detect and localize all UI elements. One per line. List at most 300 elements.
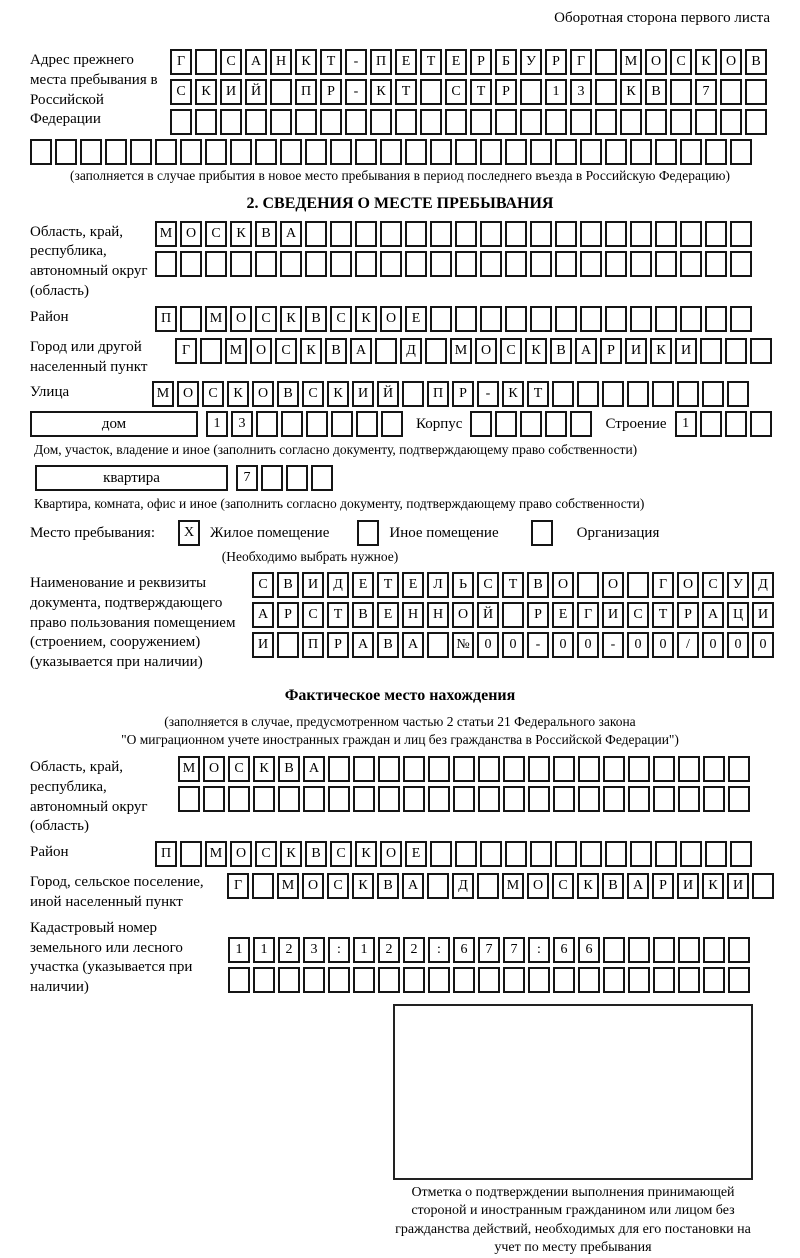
char-cell[interactable] (281, 411, 303, 437)
char-cell[interactable] (678, 756, 700, 782)
char-cell[interactable]: Р (277, 602, 299, 628)
char-cell[interactable] (130, 139, 152, 165)
char-cell[interactable] (295, 109, 317, 135)
char-cell[interactable] (578, 786, 600, 812)
char-cell[interactable]: А (245, 49, 267, 75)
char-cell[interactable]: М (152, 381, 174, 407)
char-cell[interactable]: / (677, 632, 699, 658)
char-cell[interactable]: Д (452, 873, 474, 899)
char-cell[interactable] (180, 251, 202, 277)
char-cell[interactable] (403, 756, 425, 782)
char-cell[interactable]: Н (427, 602, 449, 628)
char-cell[interactable] (503, 786, 525, 812)
char-cell[interactable]: Р (545, 49, 567, 75)
char-cell[interactable]: В (278, 756, 300, 782)
char-cell[interactable]: М (178, 756, 200, 782)
char-cell[interactable] (505, 306, 527, 332)
char-cell[interactable]: В (550, 338, 572, 364)
char-cell[interactable] (728, 967, 750, 993)
char-cell[interactable] (256, 411, 278, 437)
char-cell[interactable] (453, 786, 475, 812)
char-cell[interactable] (630, 306, 652, 332)
char-cell[interactable] (552, 381, 574, 407)
char-cell[interactable]: О (380, 306, 402, 332)
char-cell[interactable] (680, 251, 702, 277)
char-cell[interactable] (455, 306, 477, 332)
char-cell[interactable]: Р (600, 338, 622, 364)
char-cell[interactable]: Т (395, 79, 417, 105)
char-cell[interactable]: С (500, 338, 522, 364)
char-cell[interactable] (605, 251, 627, 277)
char-cell[interactable] (655, 221, 677, 247)
char-cell[interactable] (478, 786, 500, 812)
char-cell[interactable] (728, 937, 750, 963)
char-cell[interactable]: У (727, 572, 749, 598)
char-cell[interactable]: И (675, 338, 697, 364)
char-cell[interactable] (505, 139, 527, 165)
char-cell[interactable]: Е (377, 602, 399, 628)
char-cell[interactable] (405, 221, 427, 247)
char-cell[interactable]: И (602, 602, 624, 628)
char-cell[interactable]: Р (327, 632, 349, 658)
char-cell[interactable] (545, 411, 567, 437)
char-cell[interactable]: 7 (695, 79, 717, 105)
char-cell[interactable] (286, 465, 308, 491)
char-cell[interactable] (725, 411, 747, 437)
char-cell[interactable] (480, 251, 502, 277)
char-cell[interactable]: А (303, 756, 325, 782)
char-cell[interactable]: И (677, 873, 699, 899)
char-cell[interactable] (680, 841, 702, 867)
char-cell[interactable] (700, 338, 722, 364)
char-cell[interactable] (405, 251, 427, 277)
char-cell[interactable]: О (252, 381, 274, 407)
char-cell[interactable] (655, 306, 677, 332)
char-cell[interactable] (478, 967, 500, 993)
char-cell[interactable] (528, 786, 550, 812)
char-cell[interactable] (253, 786, 275, 812)
char-cell[interactable]: В (277, 572, 299, 598)
char-cell[interactable] (255, 251, 277, 277)
char-cell[interactable] (470, 109, 492, 135)
char-cell[interactable] (353, 756, 375, 782)
char-cell[interactable] (703, 967, 725, 993)
char-cell[interactable]: 6 (553, 937, 575, 963)
char-cell[interactable] (555, 841, 577, 867)
char-cell[interactable] (195, 109, 217, 135)
char-cell[interactable]: Т (470, 79, 492, 105)
char-cell[interactable] (252, 873, 274, 899)
char-cell[interactable] (530, 221, 552, 247)
char-cell[interactable]: 0 (727, 632, 749, 658)
char-cell[interactable] (205, 139, 227, 165)
char-cell[interactable] (628, 756, 650, 782)
char-cell[interactable] (730, 841, 752, 867)
char-cell[interactable] (555, 306, 577, 332)
char-cell[interactable] (228, 967, 250, 993)
char-cell[interactable] (280, 139, 302, 165)
char-cell[interactable]: К (327, 381, 349, 407)
char-cell[interactable]: О (180, 221, 202, 247)
char-cell[interactable]: 2 (403, 937, 425, 963)
char-cell[interactable] (330, 251, 352, 277)
char-cell[interactable] (530, 306, 552, 332)
char-cell[interactable]: 0 (702, 632, 724, 658)
char-cell[interactable] (495, 411, 517, 437)
char-cell[interactable]: Б (495, 49, 517, 75)
char-cell[interactable] (330, 139, 352, 165)
char-cell[interactable]: К (352, 873, 374, 899)
char-cell[interactable] (30, 139, 52, 165)
char-cell[interactable]: А (627, 873, 649, 899)
char-cell[interactable] (345, 109, 367, 135)
char-cell[interactable]: С (702, 572, 724, 598)
char-cell[interactable]: В (277, 381, 299, 407)
char-cell[interactable] (255, 139, 277, 165)
char-cell[interactable] (105, 139, 127, 165)
char-cell[interactable] (455, 221, 477, 247)
char-cell[interactable] (375, 338, 397, 364)
char-cell[interactable]: К (230, 221, 252, 247)
char-cell[interactable] (528, 967, 550, 993)
char-cell[interactable]: 1 (206, 411, 228, 437)
char-cell[interactable] (703, 756, 725, 782)
char-cell[interactable] (430, 306, 452, 332)
char-cell[interactable]: Д (327, 572, 349, 598)
char-cell[interactable] (578, 756, 600, 782)
char-cell[interactable]: С (327, 873, 349, 899)
char-cell[interactable] (303, 786, 325, 812)
char-cell[interactable] (555, 221, 577, 247)
char-cell[interactable]: М (502, 873, 524, 899)
char-cell[interactable]: П (427, 381, 449, 407)
char-cell[interactable] (678, 937, 700, 963)
char-cell[interactable]: О (720, 49, 742, 75)
char-cell[interactable] (630, 139, 652, 165)
char-cell[interactable] (555, 251, 577, 277)
char-cell[interactable]: К (355, 841, 377, 867)
char-cell[interactable]: О (230, 306, 252, 332)
stay-type-checkbox-other[interactable] (357, 520, 379, 546)
char-cell[interactable]: Г (652, 572, 674, 598)
char-cell[interactable] (180, 306, 202, 332)
char-cell[interactable] (195, 49, 217, 75)
char-cell[interactable]: А (702, 602, 724, 628)
char-cell[interactable] (505, 221, 527, 247)
char-cell[interactable]: Р (652, 873, 674, 899)
char-cell[interactable]: М (155, 221, 177, 247)
char-cell[interactable] (253, 967, 275, 993)
char-cell[interactable]: Т (502, 572, 524, 598)
char-cell[interactable] (480, 221, 502, 247)
char-cell[interactable]: К (280, 306, 302, 332)
char-cell[interactable]: А (402, 873, 424, 899)
char-cell[interactable]: С (275, 338, 297, 364)
char-cell[interactable] (405, 139, 427, 165)
char-cell[interactable] (745, 109, 767, 135)
char-cell[interactable] (530, 251, 552, 277)
char-cell[interactable]: К (355, 306, 377, 332)
char-cell[interactable] (430, 221, 452, 247)
char-cell[interactable]: Р (452, 381, 474, 407)
char-cell[interactable]: Р (320, 79, 342, 105)
char-cell[interactable]: - (345, 79, 367, 105)
char-cell[interactable] (328, 756, 350, 782)
char-cell[interactable]: О (602, 572, 624, 598)
char-cell[interactable]: Р (527, 602, 549, 628)
char-cell[interactable]: 3 (303, 937, 325, 963)
char-cell[interactable] (403, 967, 425, 993)
char-cell[interactable]: О (552, 572, 574, 598)
char-cell[interactable]: С (205, 221, 227, 247)
char-cell[interactable]: Е (405, 841, 427, 867)
char-cell[interactable] (430, 251, 452, 277)
char-cell[interactable]: 0 (577, 632, 599, 658)
char-cell[interactable] (680, 139, 702, 165)
char-cell[interactable]: И (220, 79, 242, 105)
char-cell[interactable] (730, 306, 752, 332)
char-cell[interactable] (553, 786, 575, 812)
char-cell[interactable] (595, 79, 617, 105)
char-cell[interactable]: В (305, 306, 327, 332)
char-cell[interactable]: С (252, 572, 274, 598)
char-cell[interactable] (603, 786, 625, 812)
char-cell[interactable]: Т (527, 381, 549, 407)
char-cell[interactable] (670, 109, 692, 135)
char-cell[interactable]: И (352, 381, 374, 407)
char-cell[interactable] (580, 306, 602, 332)
char-cell[interactable] (420, 79, 442, 105)
char-cell[interactable]: И (625, 338, 647, 364)
char-cell[interactable] (330, 221, 352, 247)
char-cell[interactable]: Ц (727, 602, 749, 628)
char-cell[interactable]: Г (170, 49, 192, 75)
char-cell[interactable] (680, 221, 702, 247)
char-cell[interactable]: 0 (502, 632, 524, 658)
char-cell[interactable] (180, 139, 202, 165)
char-cell[interactable]: В (325, 338, 347, 364)
char-cell[interactable]: В (645, 79, 667, 105)
char-cell[interactable] (595, 109, 617, 135)
house-box[interactable]: дом (30, 411, 198, 437)
char-cell[interactable] (605, 139, 627, 165)
char-cell[interactable]: С (228, 756, 250, 782)
char-cell[interactable]: П (155, 841, 177, 867)
char-cell[interactable] (580, 221, 602, 247)
char-cell[interactable]: Е (552, 602, 574, 628)
char-cell[interactable] (455, 841, 477, 867)
char-cell[interactable] (427, 873, 449, 899)
char-cell[interactable]: 1 (253, 937, 275, 963)
char-cell[interactable]: К (525, 338, 547, 364)
char-cell[interactable] (305, 251, 327, 277)
char-cell[interactable] (453, 967, 475, 993)
char-cell[interactable]: А (280, 221, 302, 247)
char-cell[interactable] (602, 381, 624, 407)
char-cell[interactable] (277, 632, 299, 658)
char-cell[interactable]: Т (320, 49, 342, 75)
char-cell[interactable] (355, 221, 377, 247)
char-cell[interactable]: 3 (231, 411, 253, 437)
char-cell[interactable] (270, 79, 292, 105)
char-cell[interactable] (653, 786, 675, 812)
char-cell[interactable] (428, 967, 450, 993)
char-cell[interactable] (320, 109, 342, 135)
char-cell[interactable] (605, 841, 627, 867)
char-cell[interactable] (577, 572, 599, 598)
char-cell[interactable] (730, 139, 752, 165)
char-cell[interactable] (655, 251, 677, 277)
char-cell[interactable]: Д (400, 338, 422, 364)
char-cell[interactable] (478, 756, 500, 782)
char-cell[interactable] (477, 873, 499, 899)
char-cell[interactable]: Е (445, 49, 467, 75)
char-cell[interactable] (445, 109, 467, 135)
char-cell[interactable] (680, 306, 702, 332)
char-cell[interactable] (403, 786, 425, 812)
char-cell[interactable]: 7 (236, 465, 258, 491)
char-cell[interactable]: О (203, 756, 225, 782)
char-cell[interactable]: С (255, 841, 277, 867)
char-cell[interactable] (580, 841, 602, 867)
char-cell[interactable]: : (328, 937, 350, 963)
char-cell[interactable]: 3 (570, 79, 592, 105)
char-cell[interactable]: М (225, 338, 247, 364)
char-cell[interactable]: - (477, 381, 499, 407)
char-cell[interactable] (695, 109, 717, 135)
char-cell[interactable]: А (350, 338, 372, 364)
char-cell[interactable]: У (520, 49, 542, 75)
char-cell[interactable]: С (627, 602, 649, 628)
char-cell[interactable]: В (602, 873, 624, 899)
char-cell[interactable]: Т (652, 602, 674, 628)
char-cell[interactable]: 0 (627, 632, 649, 658)
char-cell[interactable]: К (620, 79, 642, 105)
char-cell[interactable]: С (170, 79, 192, 105)
char-cell[interactable] (245, 109, 267, 135)
char-cell[interactable]: П (370, 49, 392, 75)
char-cell[interactable]: К (295, 49, 317, 75)
char-cell[interactable] (425, 338, 447, 364)
char-cell[interactable]: П (155, 306, 177, 332)
char-cell[interactable] (380, 221, 402, 247)
char-cell[interactable] (355, 251, 377, 277)
char-cell[interactable]: М (277, 873, 299, 899)
char-cell[interactable]: К (280, 841, 302, 867)
char-cell[interactable]: С (302, 381, 324, 407)
char-cell[interactable] (630, 841, 652, 867)
char-cell[interactable] (380, 251, 402, 277)
char-cell[interactable]: Г (570, 49, 592, 75)
char-cell[interactable] (628, 786, 650, 812)
char-cell[interactable] (705, 841, 727, 867)
char-cell[interactable]: Т (327, 602, 349, 628)
char-cell[interactable] (720, 79, 742, 105)
char-cell[interactable]: К (195, 79, 217, 105)
char-cell[interactable]: К (577, 873, 599, 899)
char-cell[interactable] (745, 79, 767, 105)
char-cell[interactable] (180, 841, 202, 867)
char-cell[interactable]: С (255, 306, 277, 332)
char-cell[interactable] (331, 411, 353, 437)
char-cell[interactable] (570, 109, 592, 135)
char-cell[interactable] (520, 79, 542, 105)
char-cell[interactable]: И (252, 632, 274, 658)
char-cell[interactable] (311, 465, 333, 491)
char-cell[interactable]: С (330, 306, 352, 332)
char-cell[interactable]: О (250, 338, 272, 364)
char-cell[interactable]: : (428, 937, 450, 963)
char-cell[interactable] (627, 572, 649, 598)
char-cell[interactable] (427, 632, 449, 658)
char-cell[interactable]: И (727, 873, 749, 899)
char-cell[interactable]: В (305, 841, 327, 867)
char-cell[interactable] (580, 139, 602, 165)
char-cell[interactable] (578, 967, 600, 993)
char-cell[interactable] (355, 139, 377, 165)
char-cell[interactable]: И (302, 572, 324, 598)
char-cell[interactable] (230, 139, 252, 165)
char-cell[interactable]: № (452, 632, 474, 658)
char-cell[interactable] (628, 937, 650, 963)
char-cell[interactable] (305, 221, 327, 247)
char-cell[interactable]: К (702, 873, 724, 899)
char-cell[interactable]: В (377, 873, 399, 899)
char-cell[interactable] (480, 139, 502, 165)
char-cell[interactable] (653, 937, 675, 963)
char-cell[interactable]: А (252, 602, 274, 628)
char-cell[interactable]: К (650, 338, 672, 364)
char-cell[interactable] (752, 873, 774, 899)
char-cell[interactable] (727, 381, 749, 407)
char-cell[interactable]: - (345, 49, 367, 75)
char-cell[interactable] (470, 411, 492, 437)
char-cell[interactable]: 1 (545, 79, 567, 105)
char-cell[interactable] (520, 411, 542, 437)
char-cell[interactable]: 0 (752, 632, 774, 658)
char-cell[interactable]: Е (405, 306, 427, 332)
char-cell[interactable]: С (477, 572, 499, 598)
char-cell[interactable] (303, 967, 325, 993)
char-cell[interactable] (678, 967, 700, 993)
char-cell[interactable]: О (475, 338, 497, 364)
char-cell[interactable] (395, 109, 417, 135)
char-cell[interactable] (702, 381, 724, 407)
char-cell[interactable] (545, 109, 567, 135)
char-cell[interactable] (728, 756, 750, 782)
char-cell[interactable]: В (255, 221, 277, 247)
char-cell[interactable]: 1 (228, 937, 250, 963)
char-cell[interactable] (652, 381, 674, 407)
char-cell[interactable] (178, 786, 200, 812)
char-cell[interactable] (503, 967, 525, 993)
char-cell[interactable]: В (745, 49, 767, 75)
char-cell[interactable]: В (377, 632, 399, 658)
char-cell[interactable] (155, 251, 177, 277)
char-cell[interactable]: 2 (378, 937, 400, 963)
char-cell[interactable]: И (752, 602, 774, 628)
char-cell[interactable]: Е (402, 572, 424, 598)
char-cell[interactable]: С (330, 841, 352, 867)
char-cell[interactable]: 7 (478, 937, 500, 963)
char-cell[interactable] (428, 756, 450, 782)
char-cell[interactable] (628, 967, 650, 993)
char-cell[interactable] (353, 967, 375, 993)
char-cell[interactable]: Р (677, 602, 699, 628)
char-cell[interactable] (378, 967, 400, 993)
char-cell[interactable]: 0 (652, 632, 674, 658)
char-cell[interactable]: Р (495, 79, 517, 105)
